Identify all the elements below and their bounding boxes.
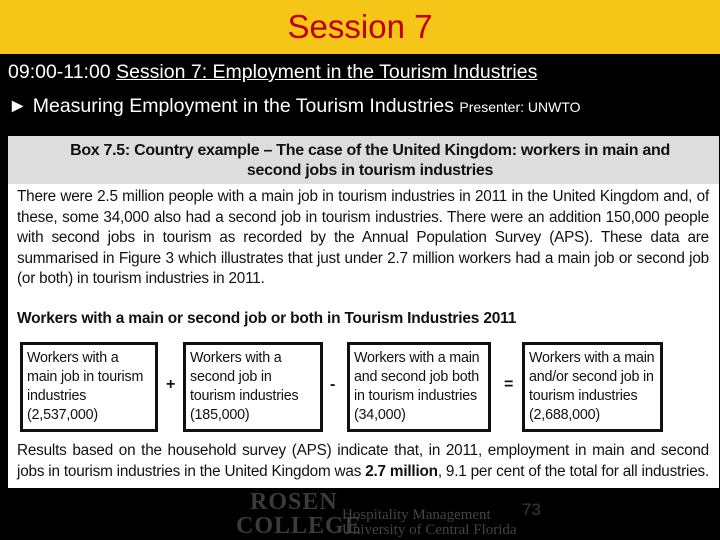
presenter-label: Presenter: UNWTO xyxy=(459,99,581,115)
result-text-after: , 9.1 per cent of the total for all industries. xyxy=(437,462,710,480)
page-number: 73 xyxy=(522,500,541,519)
figure-box-total: Workers with a main and/or second job in tourism industries (2,688,000) xyxy=(522,342,663,432)
agenda-link[interactable]: Session 7: Employment in the Tourism Industries xyxy=(116,61,538,83)
plus-operator: + xyxy=(166,376,176,393)
result-paragraph xyxy=(17,441,709,482)
figure-box-main-job: Workers with a main job in tourism industries (2,537,000) xyxy=(20,342,158,432)
equals-operator: = xyxy=(504,376,514,393)
box-paragraph: There were 2.5 million people with a main job in tourism industries in 2011 in the United Kingdom and, of these, some 34,000 also had a second job in tourism industries. There were an addition 150,000 people with second jobs in tourism as recorded by the Annual Population Survey (APS). These data are summarised in Figure 3 which illustrates that just under 2.7 million workers had a main job or second job (or both) in tourism industries in 2011. xyxy=(17,188,709,287)
logo-subtitle-2: University of Central Florida xyxy=(342,522,517,538)
result-bold-value: 2.7 million xyxy=(365,462,438,480)
figure-heading: Workers with a main or second job or both in Tourism Industries 2011 xyxy=(17,310,517,327)
box-title xyxy=(34,141,706,181)
minus-operator: - xyxy=(330,376,336,393)
figure-box-second-job: Workers with a second job in tourism industries (185,000) xyxy=(183,342,323,432)
logo-subtitle-1: Hospitality Management xyxy=(342,507,491,523)
box-title-line1: Box 7.5: Country example – The case of the United Kingdom: workers in main and xyxy=(70,142,670,159)
slide-title: Session 7 xyxy=(287,8,433,45)
box-title-line2: second jobs in tourism industries xyxy=(246,162,494,179)
agenda-line xyxy=(8,61,537,84)
topic-line xyxy=(8,95,581,118)
country-example-box xyxy=(8,136,719,488)
result-text-before: Results based on the household survey (APS) indicate that, in 2011, employment in main and second jobs in tourism industries in the United Kingdom was xyxy=(17,442,709,480)
logo-line1: ROSEN xyxy=(250,489,338,515)
figure-box-both-jobs: Workers with a main and second job both in tourism industries (34,000) xyxy=(347,342,491,432)
topic-text: Measuring Employment in the Tourism Industries xyxy=(32,95,454,117)
bullet-arrow-icon: ► xyxy=(8,95,28,117)
agenda-time: 09:00-11:00 xyxy=(8,61,111,83)
title-bar xyxy=(0,0,720,54)
logo-line2: COLLEGE xyxy=(236,513,362,539)
